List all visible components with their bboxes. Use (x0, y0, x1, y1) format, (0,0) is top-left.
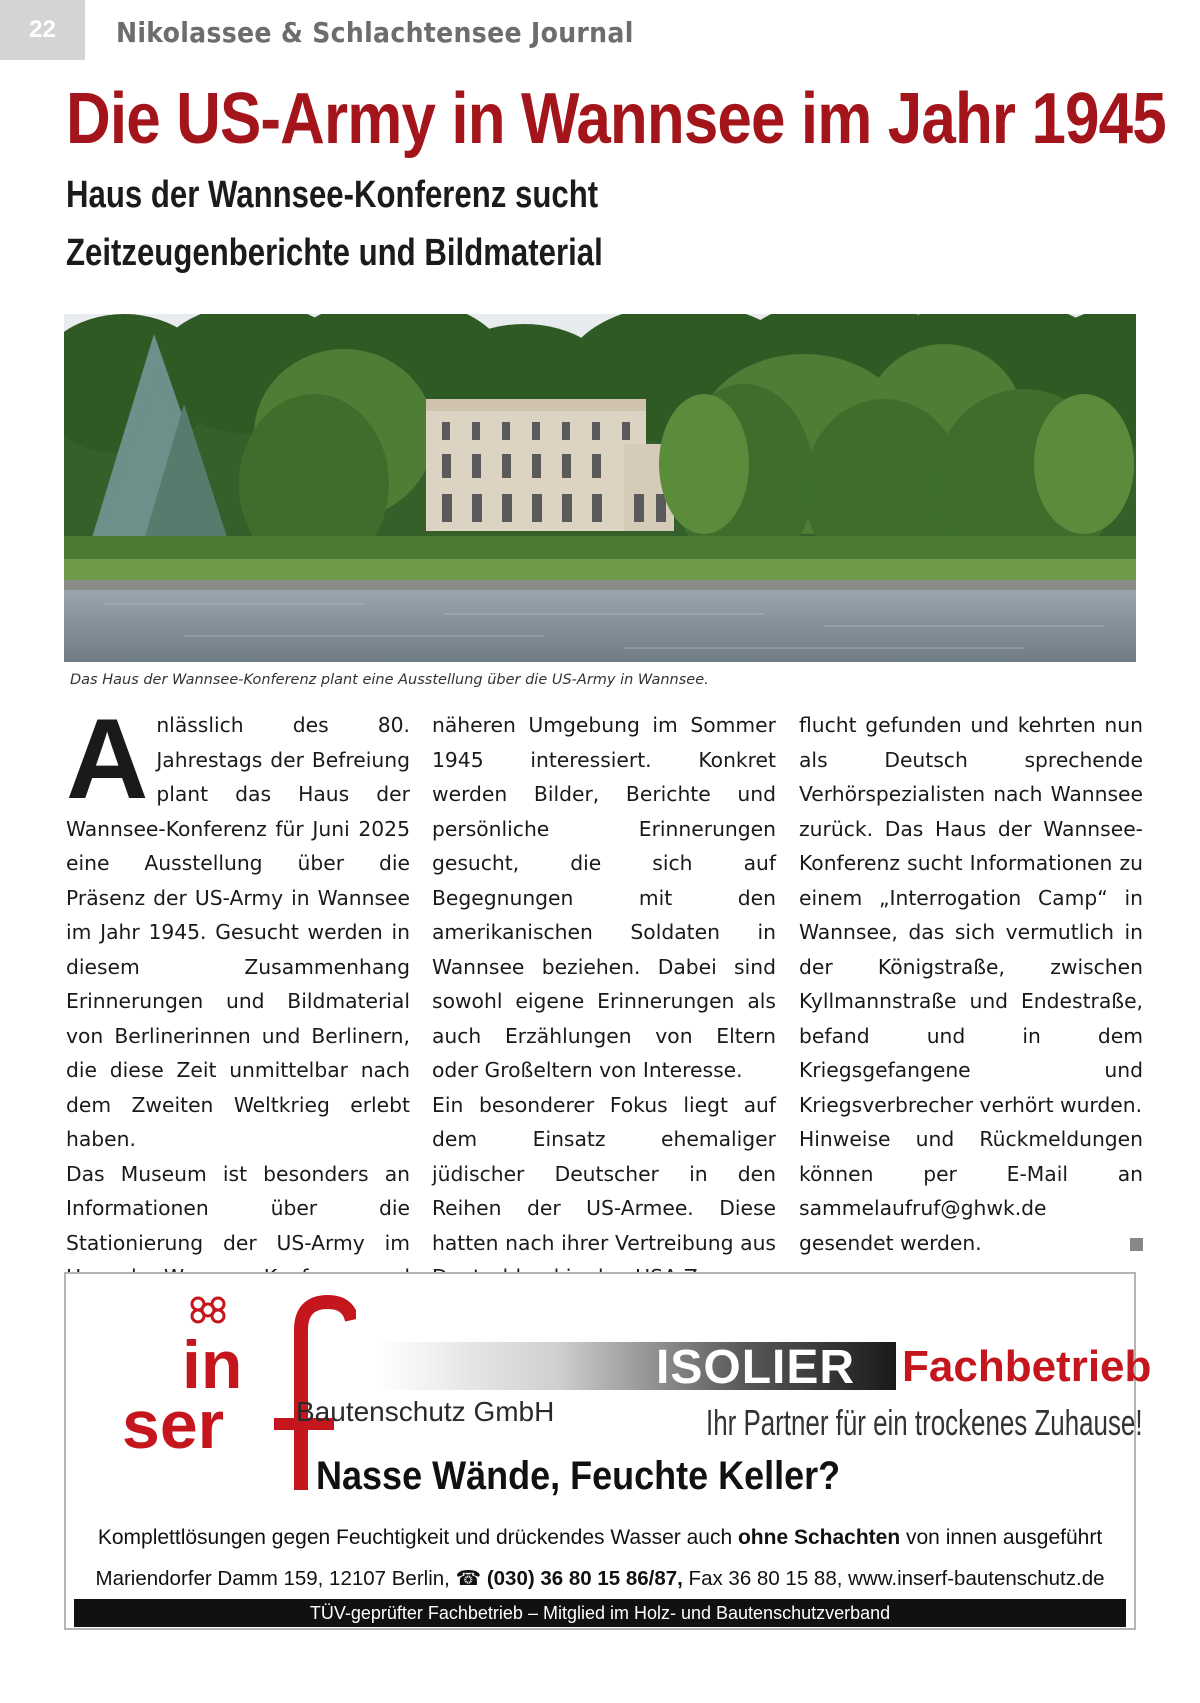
paragraph: nlässlich des 80. Jahrestags der Befreiung plant das Haus der Wannsee-Konferenz für Juni 2025 eine Ausstellung über die Präsenz der US-Army in Wannsee im Jahr 1945. Gesucht werden in diesem Zusammenhang Erinnerungen und Bildmaterial von Berlinerinnen und Berlinern, die diese Zeit unmittelbar nach dem Zweiten Weltkrieg erlebt haben. (66, 713, 410, 1151)
ad-services (84, 1526, 1116, 1550)
subheadline-line-1: Haus der Wannsee-Konferenz sucht (66, 174, 599, 216)
article-column-2 (432, 708, 776, 1295)
phone-icon: ☎ (455, 1567, 482, 1590)
end-mark-icon (1130, 1238, 1143, 1251)
article-photo (64, 314, 1136, 662)
closing-paragraph-text: Hinweise und Rückmeldungen können per E-Mail an sammelaufruf@ghwk.de gesendet werden. (799, 1127, 1143, 1255)
logo-ser-text: ser (122, 1387, 225, 1463)
page-number: 22 (0, 0, 85, 60)
services-text: Komplettlösungen gegen Feuchtigkeit und drückendes Wasser auch (97, 1526, 738, 1549)
photo-caption: Das Haus der Wannsee-Konferenz plant eine Ausstellung über die US-Army in Wannsee. (70, 672, 709, 688)
paragraph: flucht gefunden und kehrten nun als Deutsch sprechende Verhörspezialisten nach Wannsee zurück. Das Haus der Wannsee-Konferenz sucht Informationen zu einem „Interrogation Camp“ in Wannsee, das sich vermutlich in der Königstraße, zwischen Kyllmannstraße und Endestraße, befand und in dem Kriegsgefangene und Kriegsverbrecher verhört wurden. (799, 713, 1143, 1117)
ad-contact (84, 1566, 1116, 1591)
subheadline-line-2: Zeitzeugenberichte und Bildmaterial (66, 232, 603, 274)
article-column-3 (799, 708, 1143, 1260)
journal-title: Nikolassee & Schlachtensee Journal (116, 16, 634, 49)
advertisement (64, 1272, 1152, 1630)
services-bold: ohne Schachten (737, 1526, 901, 1549)
certification-banner: TÜV-geprüfter Fachbetrieb – Mitglied im Holz- und Bautenschutzverband (74, 1599, 1126, 1627)
flower-icon (192, 1298, 224, 1322)
villa-building (426, 399, 674, 531)
address-text: Mariendorfer Damm 159, 12107 Berlin, (95, 1567, 456, 1590)
fax-web-text: Fax 36 80 15 88, www.inserf-bautenschutz.de (682, 1567, 1105, 1590)
villa-lake-photo (64, 314, 1136, 662)
paragraph: Das Museum ist besonders an Informationen über die Stationierung der US-Army im (66, 1161, 410, 1255)
fachbetrieb-label: Fachbetrieb (902, 1342, 1152, 1391)
logo-in-text: in (182, 1327, 243, 1403)
services-text-end: von innen ausgeführt (900, 1526, 1103, 1549)
ad-slogan: Ihr Partner für ein trockenes Zuhause! (706, 1402, 1143, 1443)
ad-headline: Nasse Wände, Feuchte Keller? (316, 1454, 841, 1498)
phone-number: (030) 36 80 15 86/87, (486, 1567, 683, 1590)
paragraph: Ein besonderer Fokus liegt auf dem Einsatz ehemaliger jüdischer Deutscher in den Reihen der US-Armee. Diese hatten nach ihrer Vertreibung aus (432, 1092, 776, 1255)
article-headline: Die US-Army in Wannsee im Jahr 1945 (66, 79, 1166, 159)
paragraph: näheren Umgebung im Sommer 1945 interessiert. Konkret werden Bilder, Berichte und persönliche Erinnerungen gesucht, die sich auf Begegnungen mit den amerikanischen Soldaten in Wannsee beziehen. Dabei sind sowohl eigene Erinnerungen als auch Erzählungen von Eltern oder Großeltern von Interesse. (432, 713, 776, 1082)
isolier-label: ISOLIER (656, 1341, 856, 1394)
company-name: Bautenschutz GmbH (296, 1396, 555, 1427)
drop-cap: A (66, 696, 149, 823)
paragraph (799, 1122, 1143, 1260)
article-column-1 (66, 696, 410, 1329)
article-subheadline (66, 166, 603, 282)
